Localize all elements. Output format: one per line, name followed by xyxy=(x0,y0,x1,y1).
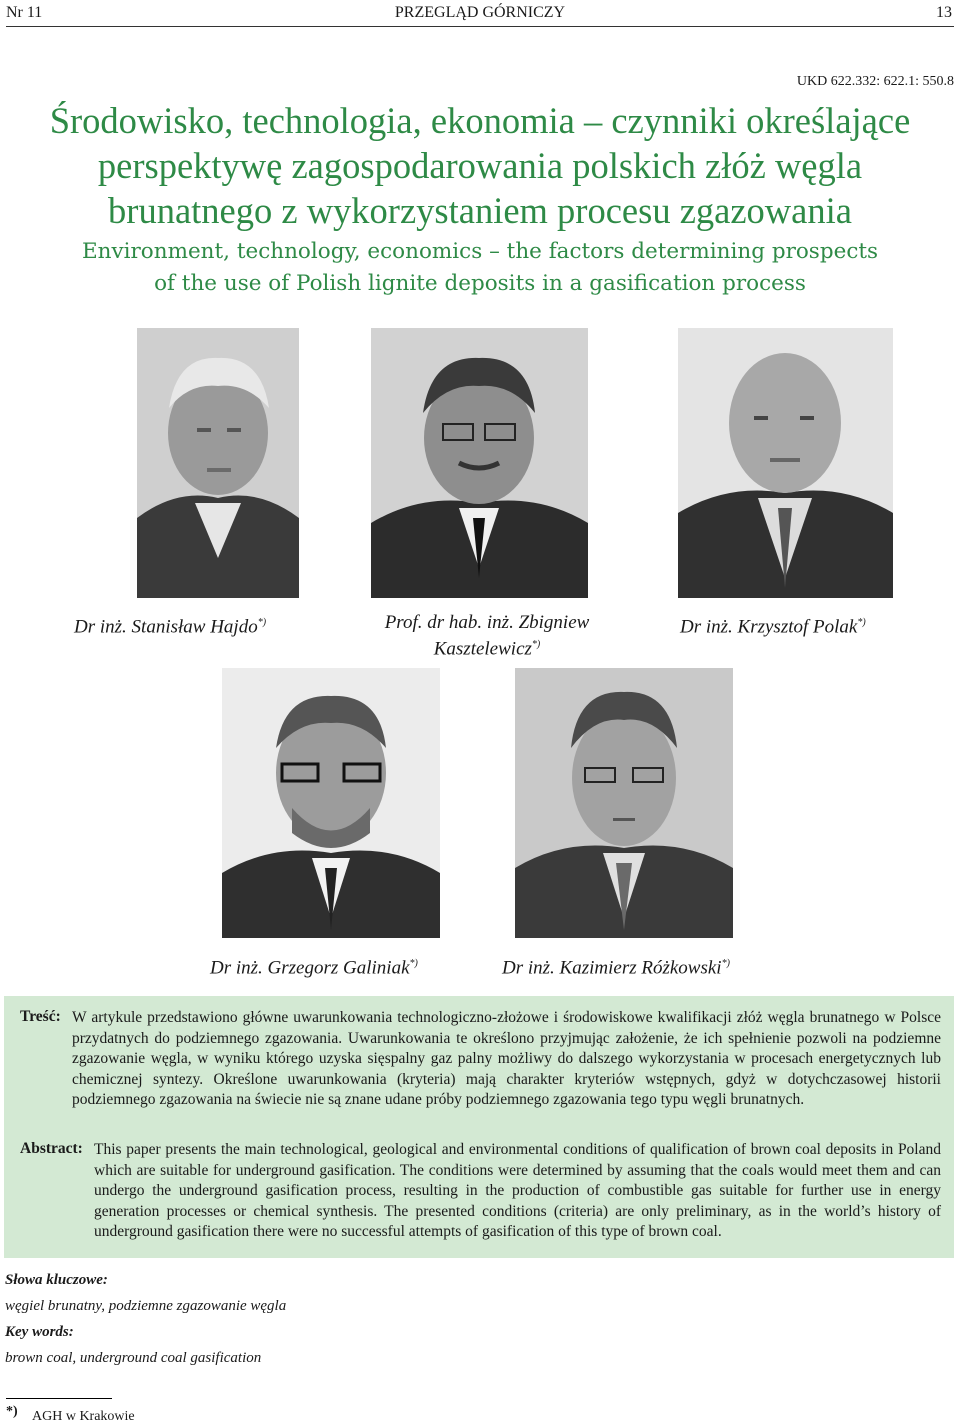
author-name-hajdo: Dr inż. Stanisław Hajdo*) xyxy=(74,616,267,638)
author-photo-kasztelewicz xyxy=(371,328,588,598)
portrait-galiniak xyxy=(222,668,440,938)
author-photo-galiniak xyxy=(222,668,440,938)
title-pl-line-1: Środowisko, technologia, ekonomia – czynniki określające xyxy=(49,100,911,141)
running-header xyxy=(0,0,960,28)
author-mark: *) xyxy=(531,639,541,650)
abstract-pl-label: Treść: xyxy=(20,1008,61,1025)
footnote-text: AGH w Krakowie xyxy=(32,1409,135,1424)
abstract-en-text: This paper presents the main technological, geological and environmental conditions of qualification of brown coal deposits in Poland which are suitable for underground gasification. The conditions were determined by assuming that the coals would meet them and can undergo the underground gasification process, resulting in the production of combustible gas suitable for further use in energy generation processes or chemical synthesis. The presented conditions (criteria) are only preliminary, as in the world’s history of underground gasification there were no successful attempts of gasification of this type of brown coal. xyxy=(94,1141,941,1241)
keywords-en: brown coal, underground coal gasification xyxy=(5,1350,262,1366)
author-name-kasztelewicz: Prof. dr hab. inż. Zbigniew Kasztelewicz*) xyxy=(384,612,590,660)
author-mark: *) xyxy=(257,617,267,628)
keywords-pl-label: Słowa kluczowe: xyxy=(5,1272,108,1288)
portrait-hajdo xyxy=(137,328,299,598)
portrait-rozkowski xyxy=(515,668,733,938)
author-name-polak: Dr inż. Krzysztof Polak*) xyxy=(680,616,866,638)
title-en-line-1: Environment, technology, economics – the factors determining prospects xyxy=(81,239,879,264)
ukd-classification: UKD 622.332: 622.1: 550.8 xyxy=(796,74,954,89)
abstract-en-label: Abstract: xyxy=(20,1140,83,1157)
journal-name: PRZEGLĄD GÓRNICZY xyxy=(394,4,566,21)
keywords-en-label: Key words: xyxy=(5,1324,74,1340)
title-pl-line-2: perspektywę zagospodarowania polskich złóż węgla xyxy=(97,145,863,186)
title-en-line-2: of the use of Polish lignite deposits in a gasification process xyxy=(154,271,806,296)
author-photo-rozkowski xyxy=(515,668,733,938)
title-polish xyxy=(0,98,960,233)
author-mark: *) xyxy=(721,958,730,969)
footnote-rule xyxy=(6,1398,112,1399)
footnote-mark: *) xyxy=(6,1404,18,1419)
author-mark: *) xyxy=(409,958,418,969)
keywords-pl: węgiel brunatny, podziemne zgazowanie węgla xyxy=(5,1298,287,1314)
portrait-kasztelewicz xyxy=(371,328,588,598)
issue-number: Nr 11 xyxy=(6,4,43,21)
author-photo-polak xyxy=(678,328,893,598)
title-english xyxy=(0,236,960,300)
author-photo-hajdo xyxy=(137,328,299,598)
author-name-galiniak: Dr inż. Grzegorz Galiniak*) xyxy=(210,957,418,979)
page-number: 13 xyxy=(936,4,952,21)
abstract-pl-text: W artykule przedstawiono główne uwarunkowania technologiczno-złożowe i środowiskowe kwalifikacji złóż węgla brunatnego w Polsce przydatnych do podziemnego zgazowania. Uwarunkowania te określono przyjmując założenie, że ich spełnienie pozwoli na podziemne zgazowanie węgla, w wyniku którego uzyska sięspalny gaz palny możliwy do dalszego wykorzystania w procesach energetycznych lub chemicznej syntezy. Określone uwarunkowania (kryteria) mają charakter kryteriów wstępnych, gdyż w dotychczasowej historii podziemnego zgazowania na świecie nie są znane udane próby podziemnego zgazowania tego typu węgli brunatnych. xyxy=(72,1009,941,1109)
title-pl-line-3: brunatnego z wykorzystaniem procesu zgazowania xyxy=(108,190,852,231)
author-mark: *) xyxy=(857,617,866,628)
header-rule xyxy=(6,26,954,27)
author-name-rozkowski: Dr inż. Kazimierz Różkowski*) xyxy=(502,957,730,979)
portrait-polak xyxy=(678,328,893,598)
